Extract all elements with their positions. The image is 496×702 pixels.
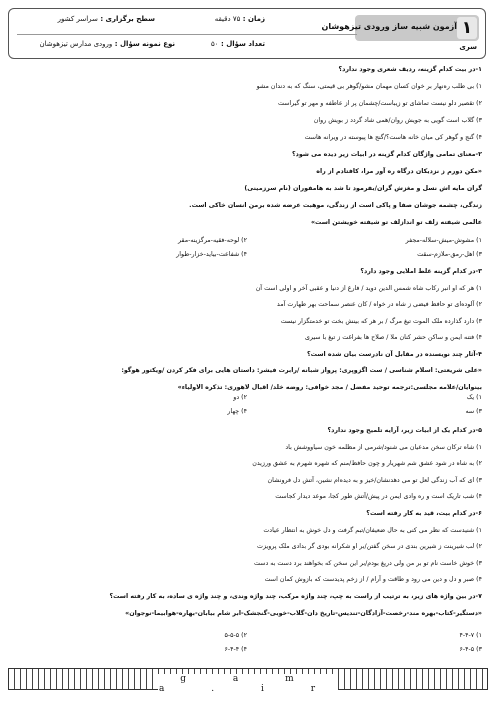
answer-option[interactable]: ۳) گلاب است گویی به جویش روان/همی شاد گردد ز بویش روان <box>313 117 482 124</box>
level-value: سراسر کشور <box>57 15 98 23</box>
answer-option[interactable]: ۴) شب تاریک است و ره وادی ایمن در پیش/آتش طور کجا، موعد دیدار کجاست <box>275 493 482 501</box>
question-text: «علی شریعتی: اسلام شناسی / ست اگزوپری: پرواز شبانه /رابرت فیشر: داستان هایی برای فکر کردن /ویکتور هوگو: <box>121 367 482 374</box>
logo-title: آزمون شبیه ساز ورودی تیزهوشان <box>321 22 457 31</box>
question-text: ۲-معنای تمامی واژگان کدام گزینه در ابیات زیر دیده می شود؟ <box>291 151 482 158</box>
time-label: زمان : <box>242 15 265 23</box>
answer-option[interactable]: ۲) آلوده‌ای تو حافظ فیضی ز شاه در خواه / کان عنصر سماحت بهر طهارت آمد <box>276 301 482 308</box>
answer-option[interactable]: ۴) فتنه ایمن و ساکن حشر کنان ملا / صلاح ها بفراغت ز تیغ با سیری <box>304 334 482 341</box>
answer-option[interactable]: ۱) شاه ترکان سخن مدعیان می شنود/شرمی از مظلمه خون سیاووشش باد <box>285 443 482 451</box>
logo-series: سری <box>459 43 477 51</box>
type-field <box>39 40 175 48</box>
q2-options <box>12 237 482 265</box>
answer-option[interactable]: ۴) صبر و دل و دین می رود و طاقت و آرام / از زخم پدیدست که بازوش کمان است <box>264 576 482 584</box>
type-value: ورودی مدارس تیزهوشان <box>39 40 113 48</box>
q4-option-1[interactable]: ۱) یک <box>466 394 482 401</box>
question-text: زندگی، چشمه جوشان صفا و پاکی است از زندگی، موهبت عرضه شده برمن انسان خاکی است. <box>189 202 482 209</box>
logo-number: ۱ <box>457 17 477 39</box>
level-label: سطح برگزاری : <box>100 15 155 23</box>
q7-option-4[interactable]: ۴) ۶-۴-۴ <box>224 646 247 653</box>
answer-option[interactable]: ۲) به شاه در شود عشق شم شهریار و چون حافظ/منم که شهره شهرم به عشق ورزیدن <box>252 460 482 468</box>
q4-options <box>12 394 482 422</box>
q7-option-1[interactable]: ۱) ۴-۴-۷ <box>459 632 482 639</box>
time-value: ۷۵ دقیقه <box>214 15 241 23</box>
question-text: عالمی شیفته زلف تو اندازلف تو شیفته خویشتن است» <box>310 219 482 226</box>
answer-option[interactable]: ۴) گنج و گوهر کی میان خانه هاست؟/گنج ها پیوسته در ویرانه هاست <box>304 134 482 141</box>
question-text: گران مایه اش نسل و مغزش گران/بفرمود تا شد به هامفوران (نام سرزمینی) <box>244 185 482 192</box>
time-field <box>215 15 265 23</box>
q2-option-3[interactable]: ۳) اهل-رمق-ملازم-سقت <box>417 251 482 258</box>
question-text: بینوایان/علامه مجلسی:ترجمه توحید مفضل / مجد خوافی: روضه خلد/ اقبال لاهوری: تذکره الاولیاء» <box>177 383 482 391</box>
question-text: ۵-در کدام یک از ابیات زیر، آرایه تلمیح وجود ندارد؟ <box>327 427 482 434</box>
question-text: ۴-آثار چند نویسنده در مقابل آن نادرست بیان شده است؟ <box>307 350 482 358</box>
question-text: ۳-در کدام گزینه غلط املایی وجود دارد؟ <box>360 268 482 275</box>
answer-option[interactable]: ۱) شنیدست که نظر می کنی به حال ضعیفان/تبم گرفت و دل خوش به انتظار عیادت <box>263 526 482 534</box>
answer-option[interactable]: ۲) لب شیرینت ز شیرین بندی در سخن گفتن/بر او شکرانه بودی گر بدادی ملک پرویزت <box>257 543 482 551</box>
answer-option[interactable]: ۳) ای که آب زندگی لعل تو می دهدنشان/خیز و به دیده‌ام نشین، آتش دل فرونشان <box>267 476 482 484</box>
question-text: ۶-در کدام بیت، قید به کار رفته است؟ <box>366 510 482 517</box>
header-divider <box>17 34 357 35</box>
q4-option-2[interactable]: ۲) دو <box>233 394 247 401</box>
q2-option-4[interactable]: ۴) شفاعت-بیاید-خزار-طوار <box>176 251 247 258</box>
q7-options <box>12 632 482 660</box>
level-field <box>58 15 155 23</box>
answer-option[interactable]: ۱) بی طلب ره‌نهار بر خوان کسان مهمان مشو/گوهر بی قیمتی، سنگ که به دندان مشو <box>256 83 482 90</box>
question-text: ۷-در بین واژه های زیر، به ترتیب از راست به چپ، چند واژه مرکب، چند واژه وندی، و چند واژه ی ساده، به کار رفته است؟ <box>109 593 482 600</box>
q7-option-3[interactable]: ۳) ۶-۴-۵ <box>459 646 482 653</box>
answer-option[interactable]: ۳) خوش خاست نام تو بر من ولی دریغ بودم/بر این سخن که بخواهند برد دست به دست <box>254 559 482 567</box>
type-label: نوع نمونه سؤال : <box>114 40 175 48</box>
q4-option-3[interactable]: ۳) سه <box>465 408 482 415</box>
count-value: ۵۰ <box>210 40 219 48</box>
count-label: تعداد سؤال : <box>220 40 265 48</box>
exam-header <box>8 8 486 59</box>
count-field <box>211 40 265 48</box>
footer-site-name[interactable]: g a m a . i r <box>159 674 337 694</box>
question-text: «مکن دورم ز نزدیکان درگاه ره آور مرا، کافتادم از راه <box>316 168 482 175</box>
question-text: «دستگیر-کتاب-بهره مند-رخصت-آزادگان-تندیس-تاریخ دان-گلاب-خوبی-گنجشک-ابر شام بیابان-بهاره-هوابیما-نوجوان» <box>125 609 482 617</box>
exam-logo <box>321 15 479 41</box>
q2-option-1[interactable]: ۱) مشوش-میش-سلاله-مجفر <box>405 237 482 244</box>
answer-option[interactable]: ۱) هر که او انبر رکاب شاه شمس الدین دوید / فارغ از دنیا و عقبی آخر و اولی است آن <box>255 284 482 292</box>
q7-option-2[interactable]: ۲) ۵-۵-۵ <box>224 632 247 639</box>
answer-option[interactable]: ۳) دارد گذارده ملک الموت تیغ مرگ / بر هر که بینش بخت تو خدمتگزار نیست <box>280 317 482 325</box>
q2-option-2[interactable]: ۲) لوحه-فقیه-مرگزینه-مقر <box>178 237 247 244</box>
answer-option[interactable]: ۲) تقصیر دلو نیست تماشای تو زیباست/چشمان پر از عاطفه و مهر تو گیراست <box>277 100 482 107</box>
site-footer <box>8 668 488 694</box>
question-text: ۱-در بیت کدام گزینه، ردیف شعری وجود ندارد؟ <box>338 66 482 73</box>
q4-option-4[interactable]: ۴) چهار <box>227 408 247 415</box>
